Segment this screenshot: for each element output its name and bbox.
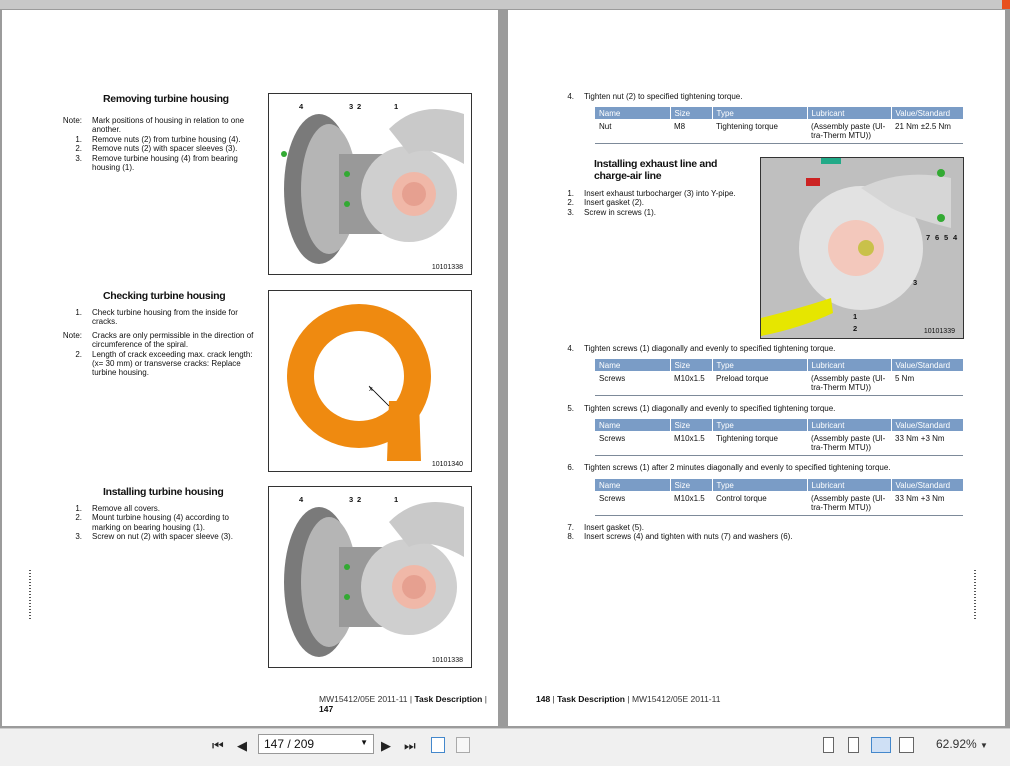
cell: Screws bbox=[599, 374, 626, 383]
step-num: 1. bbox=[75, 504, 82, 513]
col-header: Name bbox=[595, 359, 670, 371]
callout-label: 3 bbox=[913, 278, 918, 287]
spec-table bbox=[595, 479, 963, 516]
callout-label: 2 bbox=[357, 102, 362, 111]
margin-code bbox=[974, 570, 976, 620]
section-title: Installing turbine housing bbox=[103, 486, 224, 498]
callout-label: 1 bbox=[853, 312, 858, 321]
step-num: 3. bbox=[75, 153, 82, 163]
cell: M10x1.5 bbox=[674, 374, 705, 383]
step-num: 1. bbox=[75, 134, 82, 144]
cell: (Assembly paste (Ul-tra-Therm MTU)) bbox=[811, 494, 886, 512]
callout-label: 7 bbox=[926, 233, 931, 242]
exhaust-figure bbox=[760, 157, 964, 339]
note-text: Mark positions of housing in relation to one another. bbox=[92, 116, 245, 135]
col-header: Name bbox=[595, 419, 670, 431]
callout-label: 4 bbox=[299, 102, 304, 111]
col-header: Type bbox=[712, 359, 807, 371]
col-header: Type bbox=[712, 479, 807, 491]
chevron-down-icon[interactable]: ▼ bbox=[360, 738, 368, 747]
note-label: Note: bbox=[62, 330, 82, 340]
callout-label: 6 bbox=[935, 233, 940, 242]
figure-id: 10101338 bbox=[431, 264, 463, 271]
cell: Control torque bbox=[716, 494, 767, 503]
cell: 33 Nm +3 Nm bbox=[895, 434, 945, 443]
step-num: 7. bbox=[567, 523, 574, 532]
step-num: 4. bbox=[567, 92, 574, 101]
step-6 bbox=[554, 463, 974, 472]
note-text: Cracks are only permissible in the direction of circumference of the spiral. bbox=[92, 330, 254, 350]
step-num: 2. bbox=[75, 349, 82, 359]
page-147 bbox=[2, 10, 498, 726]
cell: Preload torque bbox=[716, 374, 769, 383]
col-header: Size bbox=[670, 479, 712, 491]
page-number: 147 bbox=[319, 704, 334, 714]
margin-code bbox=[29, 570, 31, 620]
step-num: 1. bbox=[75, 308, 82, 317]
two-page-icon[interactable] bbox=[871, 737, 891, 753]
step-text: Insert screws (4) and tighten with nuts (7) and washers (6). bbox=[584, 532, 793, 542]
table-row bbox=[595, 371, 963, 396]
zoom-level[interactable] bbox=[936, 737, 988, 751]
callout-label: 3 bbox=[349, 102, 354, 111]
step-num: 5. bbox=[567, 404, 574, 413]
section-title: Installing exhaust line and charge-air line bbox=[594, 158, 718, 182]
cell: Nut bbox=[599, 122, 612, 131]
step-text: Insert gasket (2). bbox=[584, 198, 645, 208]
step-text: Tighten screws (1) diagonally and evenly to specified tightening torque. bbox=[584, 404, 836, 413]
col-header: Value/Standard bbox=[891, 359, 963, 371]
section-title: Removing turbine housing bbox=[103, 93, 229, 105]
col-header: Type bbox=[712, 107, 807, 119]
doc-id: MW15412/05E 2011-11 bbox=[631, 694, 721, 704]
viewer-toolbar bbox=[0, 728, 1010, 766]
figure-id: 10101338 bbox=[431, 657, 463, 664]
steps-list bbox=[554, 189, 774, 217]
first-page-icon[interactable]: ⏮ bbox=[212, 738, 224, 753]
note-label: Note: bbox=[62, 116, 82, 125]
step-text: Check turbine housing from the inside for cracks. bbox=[92, 308, 238, 327]
step-text: Tighten screws (1) after 2 minutes diagonally and evenly to specified tightening torque. bbox=[584, 463, 891, 472]
col-header: Lubricant bbox=[807, 107, 891, 119]
col-header: Name bbox=[595, 479, 670, 491]
step-text: Tighten nut (2) to specified tightening torque. bbox=[584, 92, 743, 101]
page-footer: 148 | Task Description | MW15412/05E 2011-11 bbox=[536, 694, 721, 704]
col-header: Value/Standard bbox=[891, 419, 963, 431]
zoom-value: 62.92% bbox=[936, 737, 977, 751]
step-text: Tighten screws (1) diagonally and evenly to specified tightening torque. bbox=[584, 344, 836, 353]
cell: M10x1.5 bbox=[674, 494, 705, 503]
page-footer: MW15412/05E 2011-11 | Task Description | 147 bbox=[319, 694, 487, 714]
spiral-housing-illustration bbox=[269, 291, 471, 471]
col-header: Value/Standard bbox=[891, 107, 963, 119]
cell: Tightening torque bbox=[716, 434, 778, 443]
turbocharger-illustration bbox=[269, 487, 471, 667]
doc-id: MW15412/05E 2011-11 bbox=[319, 694, 408, 704]
two-page-continuous-icon[interactable] bbox=[899, 737, 914, 753]
steps-list bbox=[62, 504, 254, 542]
callout-label: 4 bbox=[299, 495, 304, 504]
footer-section: Task Description bbox=[414, 694, 483, 704]
col-header: Type bbox=[712, 419, 807, 431]
step-text: Length of crack exceeding max. crack length: (x= 30 mm) or transverse cracks: Replace turbine housing. bbox=[92, 349, 253, 378]
spec-table bbox=[595, 107, 963, 144]
spec-table bbox=[595, 359, 963, 396]
step-text: Remove nuts (2) from turbine housing (4). bbox=[92, 134, 241, 144]
cell: Tightening torque bbox=[716, 122, 778, 131]
step-num: 2. bbox=[75, 513, 82, 523]
step-text: Insert gasket (5). bbox=[584, 523, 645, 532]
dimension-label: x bbox=[369, 384, 373, 393]
col-header: Size bbox=[670, 359, 712, 371]
exhaust-line-illustration bbox=[761, 158, 963, 338]
col-header: Lubricant bbox=[807, 419, 891, 431]
steps-list bbox=[554, 523, 974, 542]
callout-label: 3 bbox=[349, 495, 354, 504]
step-num: 4. bbox=[567, 344, 574, 353]
cell: (Assembly paste (Ul-tra-Therm MTU)) bbox=[811, 122, 886, 140]
turbocharger-illustration bbox=[269, 94, 471, 274]
page-number: 148 bbox=[536, 694, 551, 704]
fit-page-icon[interactable] bbox=[431, 737, 445, 753]
turbine-figure bbox=[268, 93, 472, 275]
step-num: 6. bbox=[567, 463, 574, 472]
cell: 21 Nm ±2.5 Nm bbox=[895, 122, 951, 131]
step-num: 2. bbox=[75, 144, 82, 154]
step-num: 2. bbox=[567, 198, 574, 208]
step-text: Remove nuts (2) with spacer sleeves (3). bbox=[92, 144, 238, 154]
col-header: Lubricant bbox=[807, 359, 891, 371]
steps-list bbox=[62, 308, 254, 378]
window-top-bar bbox=[0, 0, 1010, 9]
cell: Screws bbox=[599, 494, 626, 503]
step-text: Insert exhaust turbocharger (3) into Y-pipe. bbox=[584, 189, 736, 198]
step-4a bbox=[554, 92, 974, 101]
step-text: Remove turbine housing (4) from bearing housing (1). bbox=[92, 153, 238, 173]
cell: M10x1.5 bbox=[674, 434, 705, 443]
figure-id: 10101339 bbox=[923, 328, 955, 335]
table-row bbox=[595, 431, 963, 456]
page-number-input[interactable] bbox=[258, 734, 374, 754]
col-header: Name bbox=[595, 107, 670, 119]
cell: (Assembly paste (Ul-tra-Therm MTU)) bbox=[811, 434, 886, 452]
fit-width-icon[interactable] bbox=[456, 737, 470, 753]
step-text: Screw in screws (1). bbox=[584, 207, 657, 217]
col-header: Size bbox=[670, 419, 712, 431]
step-5 bbox=[554, 404, 974, 413]
step-num: 1. bbox=[567, 189, 574, 198]
cell: 5 Nm bbox=[895, 374, 915, 383]
page-148 bbox=[508, 10, 1005, 726]
callout-label: 2 bbox=[853, 324, 858, 333]
step-num: 3. bbox=[75, 532, 82, 542]
step-text: Mount turbine housing (4) according to marking on bearing housing (1). bbox=[92, 513, 229, 532]
zoom-dropdown-icon[interactable]: ▼ bbox=[980, 741, 988, 750]
footer-section: Task Description bbox=[557, 694, 625, 704]
step-num: 3. bbox=[567, 207, 574, 217]
cell: 33 Nm +3 Nm bbox=[895, 494, 945, 503]
continuous-icon[interactable] bbox=[848, 737, 859, 753]
callout-label: 1 bbox=[394, 102, 399, 111]
section-title: Checking turbine housing bbox=[103, 290, 226, 302]
cell: (Assembly paste (Ul-tra-Therm MTU)) bbox=[811, 374, 886, 392]
callout-label: 4 bbox=[953, 233, 958, 242]
spiral-figure bbox=[268, 290, 472, 472]
turbine-figure bbox=[268, 486, 472, 668]
col-header: Size bbox=[670, 107, 712, 119]
page-number-value: 147 / 209 bbox=[264, 737, 315, 751]
single-page-icon[interactable] bbox=[823, 737, 834, 753]
step-num: 8. bbox=[567, 532, 574, 542]
col-header: Lubricant bbox=[807, 479, 891, 491]
callout-label: 1 bbox=[394, 495, 399, 504]
table-row bbox=[595, 491, 963, 516]
spec-table bbox=[595, 419, 963, 456]
step-text: Screw on nut (2) with spacer sleeve (3). bbox=[92, 532, 233, 542]
next-page-icon[interactable]: ▶ bbox=[381, 738, 391, 753]
step-4 bbox=[554, 344, 974, 353]
cell: Screws bbox=[599, 434, 626, 443]
callout-label: 5 bbox=[944, 233, 949, 242]
figure-id: 10101340 bbox=[431, 461, 463, 468]
col-header: Value/Standard bbox=[891, 479, 963, 491]
table-row bbox=[595, 119, 963, 144]
cell: M8 bbox=[674, 122, 686, 131]
accent-corner bbox=[1002, 0, 1010, 9]
callout-label: 2 bbox=[357, 495, 362, 504]
previous-page-icon[interactable]: ◀ bbox=[237, 738, 247, 753]
steps-list bbox=[62, 116, 254, 172]
step-text: Remove all covers. bbox=[92, 504, 161, 513]
last-page-icon[interactable]: ⏭ bbox=[404, 738, 416, 753]
